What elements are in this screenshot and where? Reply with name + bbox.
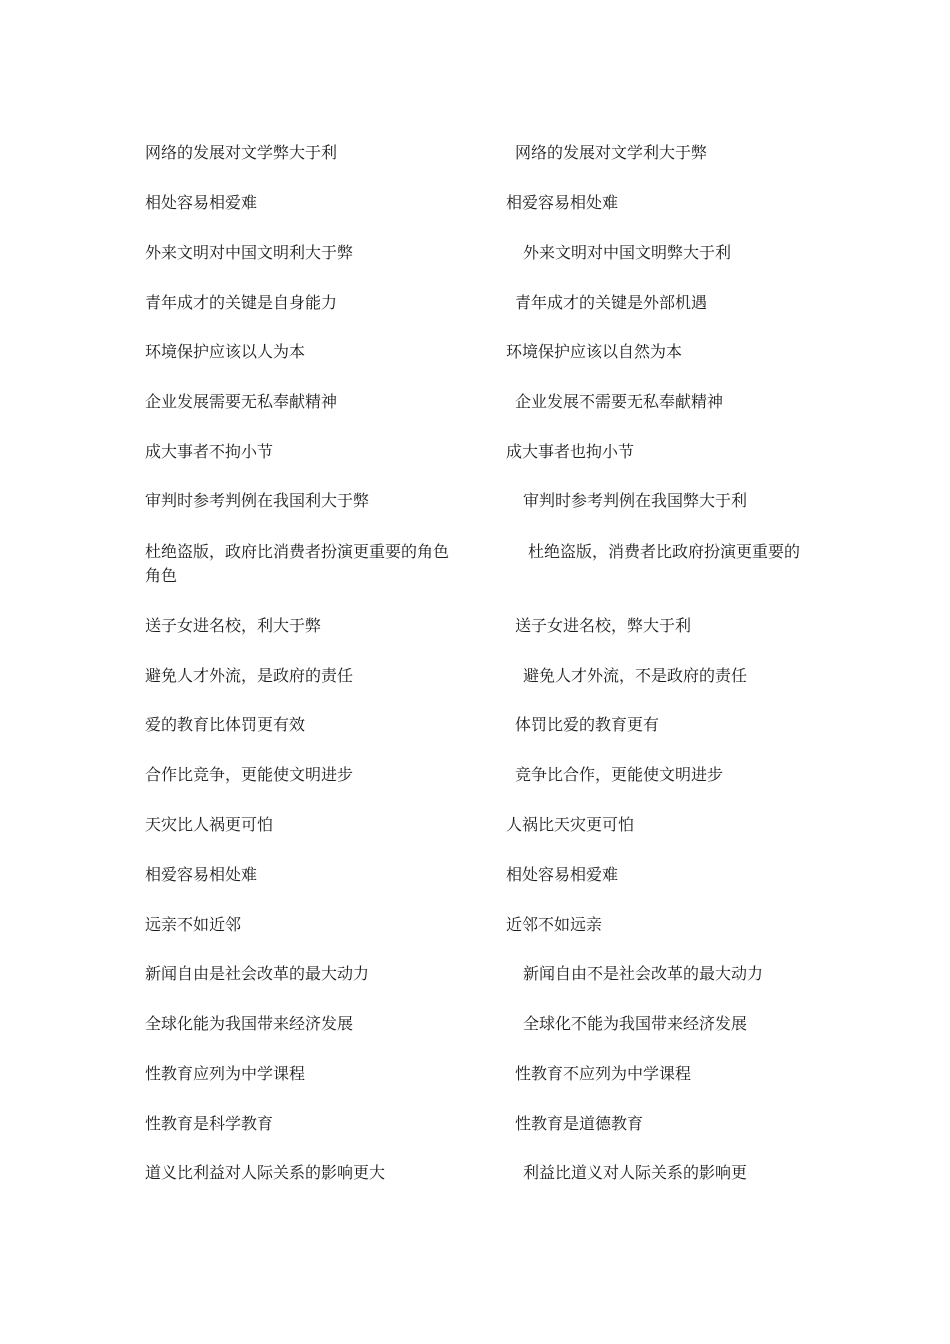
list-item bbox=[0, 664, 950, 694]
right-statement: 性教育不应列为中学课程 bbox=[515, 1064, 692, 1083]
left-statement: 外来文明对中国文明利大于弊 bbox=[145, 243, 354, 262]
left-statement: 合作比竞争，更能使文明进步 bbox=[145, 765, 354, 784]
right-statement: 避免人才外流，不是政府的责任 bbox=[523, 666, 748, 685]
left-statement: 远亲不如近邻 bbox=[145, 915, 242, 934]
list-item bbox=[0, 913, 950, 943]
list-item bbox=[0, 141, 950, 171]
list-item bbox=[0, 813, 950, 843]
left-statement: 企业发展需要无私奉献精神 bbox=[145, 392, 338, 411]
left-statement: 全球化能为我国带来经济发展 bbox=[145, 1014, 354, 1033]
right-statement: 送子女进名校，弊大于利 bbox=[515, 616, 692, 635]
list-item bbox=[0, 390, 950, 420]
right-statement: 审判时参考判例在我国弊大于利 bbox=[523, 491, 748, 510]
right-statement: 竞争比合作，更能使文明进步 bbox=[515, 765, 724, 784]
right-statement: 青年成才的关键是外部机遇 bbox=[515, 293, 708, 312]
right-statement: 体罚比爱的教育更有 bbox=[515, 715, 660, 734]
list-item bbox=[0, 540, 950, 590]
right-statement: 相处容易相爱难 bbox=[506, 865, 619, 884]
left-statement: 性教育应列为中学课程 bbox=[145, 1064, 306, 1083]
right-statement: 相爱容易相处难 bbox=[506, 193, 619, 212]
right-statement: 成大事者也拘小节 bbox=[506, 442, 635, 461]
left-statement: 环境保护应该以人为本 bbox=[145, 342, 306, 361]
list-item bbox=[0, 291, 950, 321]
left-statement: 新闻自由是社会改革的最大动力 bbox=[145, 964, 370, 983]
left-statement: 青年成才的关键是自身能力 bbox=[145, 293, 338, 312]
left-statement: 送子女进名校，利大于弊 bbox=[145, 616, 322, 635]
left-statement: 性教育是科学教育 bbox=[145, 1114, 274, 1133]
left-statement: 道义比利益对人际关系的影响更大 bbox=[145, 1163, 386, 1182]
right-statement: 环境保护应该以自然为本 bbox=[506, 342, 683, 361]
left-statement: 避免人才外流，是政府的责任 bbox=[145, 666, 354, 685]
list-item bbox=[0, 340, 950, 370]
list-item bbox=[0, 1062, 950, 1092]
list-item bbox=[0, 713, 950, 743]
list-item bbox=[0, 1112, 950, 1142]
left-statement-continuation: 角色 bbox=[145, 566, 178, 585]
list-item bbox=[0, 440, 950, 470]
left-statement: 爱的教育比体罚更有效 bbox=[145, 715, 306, 734]
right-statement: 杜绝盗版，消费者比政府扮演更重要的 bbox=[528, 542, 801, 561]
right-statement: 性教育是道德教育 bbox=[515, 1114, 644, 1133]
list-item bbox=[0, 241, 950, 271]
list-item bbox=[0, 614, 950, 644]
right-statement: 外来文明对中国文明弊大于利 bbox=[523, 243, 732, 262]
left-statement: 杜绝盗版，政府比消费者扮演更重要的角色 bbox=[145, 542, 450, 561]
left-statement: 审判时参考判例在我国利大于弊 bbox=[145, 491, 370, 510]
right-statement: 新闻自由不是社会改革的最大动力 bbox=[523, 964, 764, 983]
list-item bbox=[0, 763, 950, 793]
right-statement: 企业发展不需要无私奉献精神 bbox=[515, 392, 724, 411]
right-statement: 全球化不能为我国带来经济发展 bbox=[523, 1014, 748, 1033]
list-item bbox=[0, 863, 950, 893]
right-statement: 近邻不如远亲 bbox=[506, 915, 603, 934]
list-item bbox=[0, 1012, 950, 1042]
right-statement: 网络的发展对文学利大于弊 bbox=[515, 143, 708, 162]
left-statement: 天灾比人祸更可怕 bbox=[145, 815, 274, 834]
list-item bbox=[0, 962, 950, 992]
list-item bbox=[0, 191, 950, 221]
left-statement: 相爱容易相处难 bbox=[145, 865, 258, 884]
list-item bbox=[0, 489, 950, 519]
list-item bbox=[0, 1161, 950, 1191]
left-statement: 成大事者不拘小节 bbox=[145, 442, 274, 461]
left-statement: 相处容易相爱难 bbox=[145, 193, 258, 212]
left-statement: 网络的发展对文学弊大于利 bbox=[145, 143, 338, 162]
right-statement: 利益比道义对人际关系的影响更 bbox=[523, 1163, 748, 1182]
right-statement: 人祸比天灾更可怕 bbox=[506, 815, 635, 834]
